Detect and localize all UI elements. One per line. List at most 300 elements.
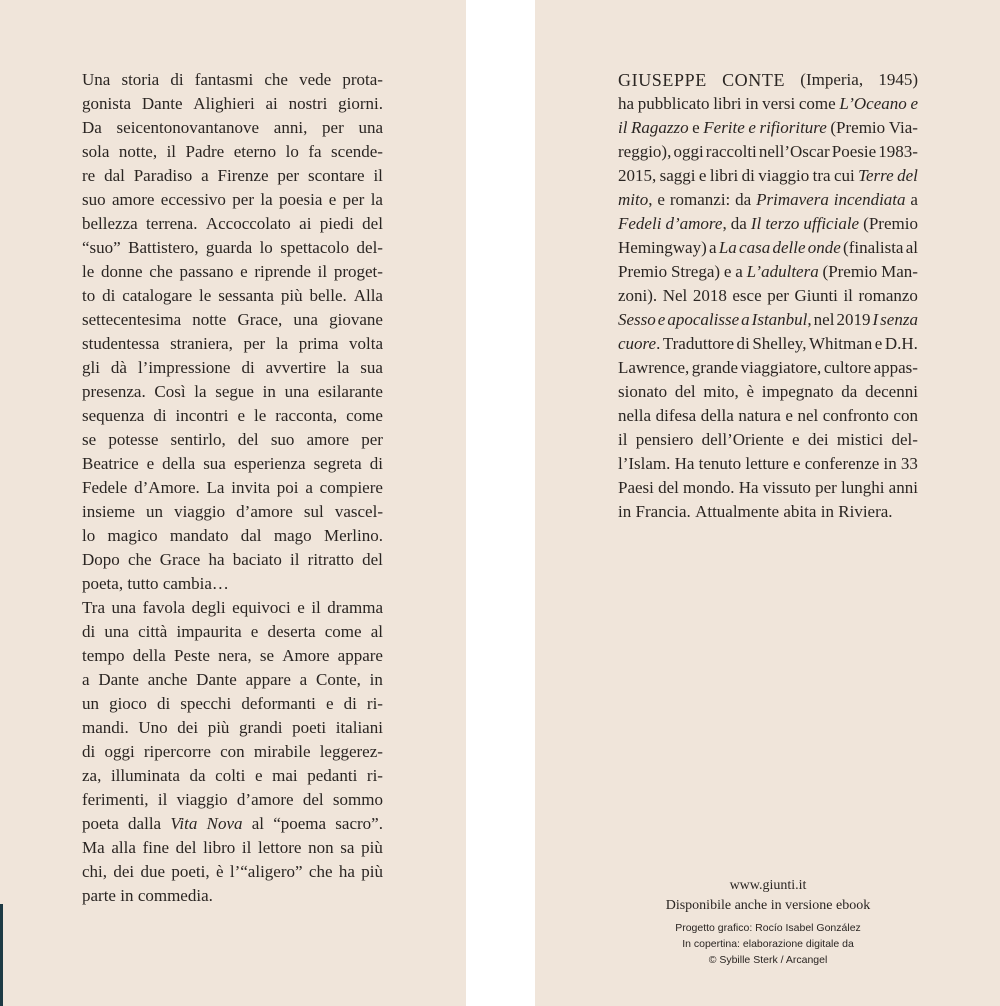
word: amore	[306, 430, 350, 449]
word: mandato	[169, 526, 229, 545]
text-line	[82, 140, 383, 164]
word: gioco	[109, 694, 147, 713]
word: Così	[154, 382, 186, 401]
word: e	[723, 262, 732, 281]
word: e	[146, 454, 155, 473]
word: Istanbul,	[751, 310, 812, 329]
word: in	[120, 886, 134, 905]
word: dà	[110, 358, 127, 377]
word: romanzo	[858, 286, 918, 305]
word: di	[156, 694, 171, 713]
word: di	[343, 694, 357, 713]
word: da	[841, 382, 858, 401]
word: giovane	[329, 310, 383, 329]
word: dal	[240, 526, 262, 545]
word: del	[897, 166, 918, 185]
word: che	[308, 862, 333, 881]
word: sola	[82, 142, 110, 161]
word: presenza.	[82, 382, 146, 401]
word: terrena.	[146, 214, 198, 233]
text-line	[82, 284, 383, 308]
word: dell’Oriente	[701, 430, 784, 449]
word: d’Amore.	[134, 478, 200, 497]
word: Battistero,	[128, 238, 199, 257]
word: commedia.	[137, 886, 213, 905]
text-line	[618, 404, 918, 428]
word: un	[145, 502, 163, 521]
word: viaggio	[174, 502, 226, 521]
left-flap	[0, 0, 466, 1006]
word: vissuto	[762, 478, 811, 497]
word: e	[250, 622, 259, 641]
word: Padre	[185, 142, 225, 161]
word: prima	[298, 334, 339, 353]
word: grandi	[239, 718, 283, 737]
word: dal	[104, 166, 125, 185]
publisher-info	[618, 876, 918, 916]
text-line	[618, 212, 918, 236]
word: la	[275, 334, 289, 353]
word: più	[361, 838, 383, 857]
word: racconta,	[275, 406, 338, 425]
word: Accoccolato	[205, 214, 291, 233]
text-line	[82, 92, 383, 116]
word: CONTE	[722, 70, 786, 90]
word: Whitman	[808, 334, 873, 353]
word: Ma	[82, 838, 105, 857]
word: D.H.	[884, 334, 918, 353]
word: vascel-	[334, 502, 383, 521]
text-line	[82, 164, 383, 188]
word: d’amore	[236, 502, 293, 521]
word: poeti	[292, 718, 327, 737]
word: una	[293, 310, 318, 329]
word: za,	[82, 766, 102, 785]
word: Hemingway)	[618, 238, 707, 257]
word: Alla	[353, 286, 383, 305]
text-line	[82, 500, 383, 524]
word: e	[692, 118, 700, 137]
word: raccolti	[705, 142, 757, 161]
word: tra	[812, 166, 831, 185]
word: ha	[338, 862, 355, 881]
word: appas-	[873, 358, 918, 377]
word: a	[201, 166, 209, 185]
word: di	[153, 406, 167, 425]
word: Via-	[888, 118, 918, 137]
word: ritratto	[307, 550, 354, 569]
word: Sesso	[618, 310, 656, 329]
word: la	[337, 358, 350, 377]
word: per	[232, 190, 254, 209]
text-line	[618, 116, 918, 140]
word: eccessivo	[160, 190, 226, 209]
cover-credit-line-2: © Sybille Sterk / Arcangel	[708, 954, 828, 966]
word: le	[82, 262, 95, 281]
word: sul	[303, 502, 324, 521]
word: e	[237, 406, 245, 425]
word: Ha	[674, 454, 695, 473]
word: anni	[888, 478, 918, 497]
word: re	[82, 166, 96, 185]
word: al	[905, 238, 918, 257]
text-line	[82, 644, 383, 668]
word: nel	[797, 406, 819, 425]
word: Grace	[159, 550, 201, 569]
author-biography	[618, 68, 918, 524]
word: incendiata	[833, 190, 906, 209]
word: se	[82, 430, 97, 449]
word: Da	[82, 118, 102, 137]
word: Peste	[173, 646, 210, 665]
word: di	[102, 286, 116, 305]
word: della	[162, 454, 196, 473]
text-line	[82, 548, 383, 572]
word: segue	[215, 382, 254, 401]
word: Giunti	[794, 286, 838, 305]
word: di	[369, 454, 383, 473]
word: (Premio	[830, 118, 886, 137]
word: Vita	[170, 814, 198, 833]
word: non	[308, 838, 334, 857]
text-line	[82, 356, 383, 380]
word: GIUSEPPE	[618, 70, 707, 90]
word: sua	[360, 358, 383, 377]
word: saggi	[659, 166, 696, 185]
word: Nel	[662, 286, 688, 305]
word: in	[369, 670, 383, 689]
word: avvertire	[265, 358, 327, 377]
word: mandi.	[82, 718, 129, 737]
text-line	[82, 596, 383, 620]
text-line	[618, 236, 918, 260]
word: come	[798, 94, 836, 113]
word: per	[815, 478, 837, 497]
word: notte,	[118, 142, 158, 161]
word: l’Islam.	[618, 454, 671, 473]
word: appare	[245, 670, 291, 689]
text-line	[82, 332, 383, 356]
word: come	[346, 406, 383, 425]
word: (Imperia,	[800, 70, 864, 89]
word: la	[370, 190, 383, 209]
word: d’amore	[236, 790, 294, 809]
word: al	[370, 622, 383, 641]
word: viaggio	[758, 166, 810, 185]
text-line	[82, 116, 383, 140]
word: sionato	[618, 382, 668, 401]
word: dei	[177, 718, 199, 737]
word: e	[748, 118, 756, 137]
word: Conte,	[316, 670, 361, 689]
word: impegnato	[761, 382, 834, 401]
word: Merlino.	[323, 526, 383, 545]
word: per	[243, 334, 266, 353]
word: Riviera.	[838, 502, 893, 521]
word: natura	[738, 406, 781, 425]
word: del	[658, 478, 679, 497]
word: anni,	[273, 118, 308, 137]
word: pedanti	[307, 766, 358, 785]
book-synopsis	[82, 68, 383, 908]
word: notte	[192, 310, 227, 329]
word: e	[792, 454, 801, 473]
word: per	[277, 166, 300, 185]
word: viaggiatore,	[740, 358, 822, 377]
word: illuminata	[110, 766, 180, 785]
text-line	[82, 716, 383, 740]
word: Dante	[141, 94, 183, 113]
word: le	[253, 406, 267, 425]
word: Tra	[82, 598, 105, 617]
word: mito,	[703, 382, 739, 401]
word: (Premio	[822, 262, 878, 281]
text-line	[618, 380, 918, 404]
word: da	[735, 190, 752, 209]
word: proget-	[333, 262, 383, 281]
word: di	[241, 358, 255, 377]
word: Una	[82, 70, 111, 89]
word: poeti,	[171, 862, 210, 881]
word: abita	[783, 502, 817, 521]
word: conferenze	[804, 454, 880, 473]
word: oggi	[104, 742, 135, 761]
word: piedi	[319, 214, 354, 233]
text-line	[82, 740, 383, 764]
word: se	[259, 646, 274, 665]
word: mai	[272, 766, 298, 785]
word: mirabile	[253, 742, 311, 761]
word: è	[746, 382, 755, 401]
word: il	[157, 790, 168, 809]
text-line	[82, 452, 383, 476]
text-line	[82, 404, 383, 428]
word: gli	[82, 358, 100, 377]
word: del	[175, 838, 197, 857]
text-line	[618, 68, 918, 92]
word: esilarante	[317, 382, 383, 401]
word: apocalisse	[667, 310, 740, 329]
word: del	[302, 790, 324, 809]
text-line	[618, 188, 918, 212]
word: giorni.	[338, 94, 383, 113]
word: lo	[259, 238, 273, 257]
text-line	[618, 476, 918, 500]
word: eterno	[233, 142, 277, 161]
text-line	[82, 812, 383, 836]
word: Grace,	[237, 310, 283, 329]
word: di	[741, 166, 755, 185]
word: il	[290, 550, 300, 569]
word: ferimenti,	[82, 790, 149, 809]
word: il	[241, 838, 252, 857]
word: cui	[833, 166, 855, 185]
word: ai	[265, 94, 278, 113]
word: leggerez-	[319, 742, 383, 761]
text-line	[82, 620, 383, 644]
word: Ha	[738, 478, 759, 497]
text-line	[618, 500, 918, 524]
word: il	[618, 118, 628, 137]
text-line	[82, 212, 383, 236]
word: come	[324, 622, 362, 641]
text-line	[618, 428, 918, 452]
word: a	[299, 670, 308, 689]
word: mistici	[836, 430, 884, 449]
text-line	[618, 92, 918, 116]
word: pubblicato	[637, 94, 710, 113]
word: Firenze	[217, 166, 269, 185]
word: dalla	[128, 814, 162, 833]
word: rifioriture	[759, 118, 827, 137]
word: colti	[215, 766, 246, 785]
word: baciato	[232, 550, 282, 569]
word: e	[254, 766, 263, 785]
word: del	[362, 214, 383, 233]
word: il	[373, 166, 383, 185]
text-line	[618, 284, 918, 308]
word: ha	[208, 550, 225, 569]
word: Francia.	[635, 502, 691, 521]
word: casa	[739, 238, 771, 257]
word: insieme	[82, 502, 135, 521]
word: della	[700, 406, 734, 425]
word: per	[361, 430, 383, 449]
word: Fedele	[82, 478, 128, 497]
word: del-	[356, 238, 383, 257]
word: libri	[709, 166, 739, 185]
word: la	[260, 190, 273, 209]
text-line	[82, 188, 383, 212]
word: spettacolo	[280, 238, 350, 257]
word: guarda	[205, 238, 253, 257]
word: (finalista	[843, 238, 904, 257]
word: L’Oceano	[839, 94, 907, 113]
word: Lawrence,	[618, 358, 690, 377]
word: ai	[299, 214, 312, 233]
text-line	[618, 164, 918, 188]
word: che	[149, 262, 173, 281]
word: ri-	[366, 694, 383, 713]
word: lo	[285, 142, 299, 161]
word: oggi	[673, 142, 704, 161]
word: sua	[203, 454, 226, 473]
word: nella	[618, 406, 652, 425]
text-line	[82, 764, 383, 788]
word: tempo	[82, 646, 125, 665]
word: Premio	[618, 262, 668, 281]
word: Uno	[138, 718, 168, 737]
word: anche	[147, 670, 188, 689]
word: Poesie	[831, 142, 877, 161]
word: pensiero	[635, 430, 694, 449]
word: gonista	[82, 94, 132, 113]
word: poesia	[278, 190, 323, 209]
word: Man-	[881, 262, 918, 281]
text-line	[618, 260, 918, 284]
word: in	[883, 454, 897, 473]
word: cambia…	[162, 574, 229, 593]
word: e	[240, 262, 248, 281]
word: di	[736, 334, 750, 353]
word: mondo.	[683, 478, 735, 497]
word: amore	[111, 190, 155, 209]
word: poi	[276, 478, 299, 497]
word: difesa	[655, 406, 697, 425]
word: di	[170, 70, 184, 89]
word: tenuto	[698, 454, 742, 473]
word: dei	[113, 862, 135, 881]
word: 2019	[836, 310, 871, 329]
word: suo	[270, 430, 295, 449]
word: il	[311, 598, 321, 617]
word: (Premio	[863, 214, 918, 233]
edge-mark	[0, 904, 3, 1006]
text-line	[82, 572, 383, 596]
word: che	[127, 550, 152, 569]
word: tutto	[127, 574, 159, 593]
word: sacro”.	[335, 814, 383, 833]
word: to	[82, 286, 96, 305]
word: mago	[273, 526, 312, 545]
word: una	[284, 382, 310, 401]
word: Ragazzo	[631, 118, 689, 137]
word: “suo”	[82, 238, 121, 257]
word: d’amore,	[665, 214, 727, 233]
word: senza	[880, 310, 918, 329]
website-link[interactable]: www.giunti.it	[729, 878, 807, 893]
text-line	[618, 308, 918, 332]
word: Il	[750, 214, 762, 233]
word: Dante	[196, 670, 237, 689]
word: e	[792, 430, 800, 449]
word: ripercorre	[143, 742, 211, 761]
word: più	[207, 718, 230, 737]
word: con	[220, 742, 245, 761]
word: Terre	[858, 166, 894, 185]
word: un	[82, 694, 99, 713]
word: per	[322, 118, 344, 137]
word: magico	[107, 526, 158, 545]
word: nell’Oscar	[758, 142, 830, 161]
word: italiani	[335, 718, 383, 737]
word: 33	[900, 454, 918, 473]
word: mito,	[618, 190, 653, 209]
word: Dopo	[82, 550, 120, 569]
word: viaggio	[176, 790, 228, 809]
word: scontare	[307, 166, 365, 185]
word: il	[166, 142, 177, 161]
word: dramma	[327, 598, 383, 617]
word: più	[361, 862, 383, 881]
text-line	[82, 836, 383, 860]
word: catalogare	[122, 286, 193, 305]
word: nel	[813, 310, 835, 329]
word: in	[262, 382, 276, 401]
word: una	[104, 622, 129, 641]
word: al	[251, 814, 264, 833]
word: volta	[349, 334, 383, 353]
word: delle	[772, 238, 806, 257]
word: segreta	[313, 454, 362, 473]
word: una	[111, 598, 137, 617]
word: Ferite	[703, 118, 745, 137]
word: il	[618, 430, 628, 449]
word: e	[325, 694, 334, 713]
word: sa	[340, 838, 355, 857]
word: fa	[308, 142, 322, 161]
word: I	[872, 310, 879, 329]
